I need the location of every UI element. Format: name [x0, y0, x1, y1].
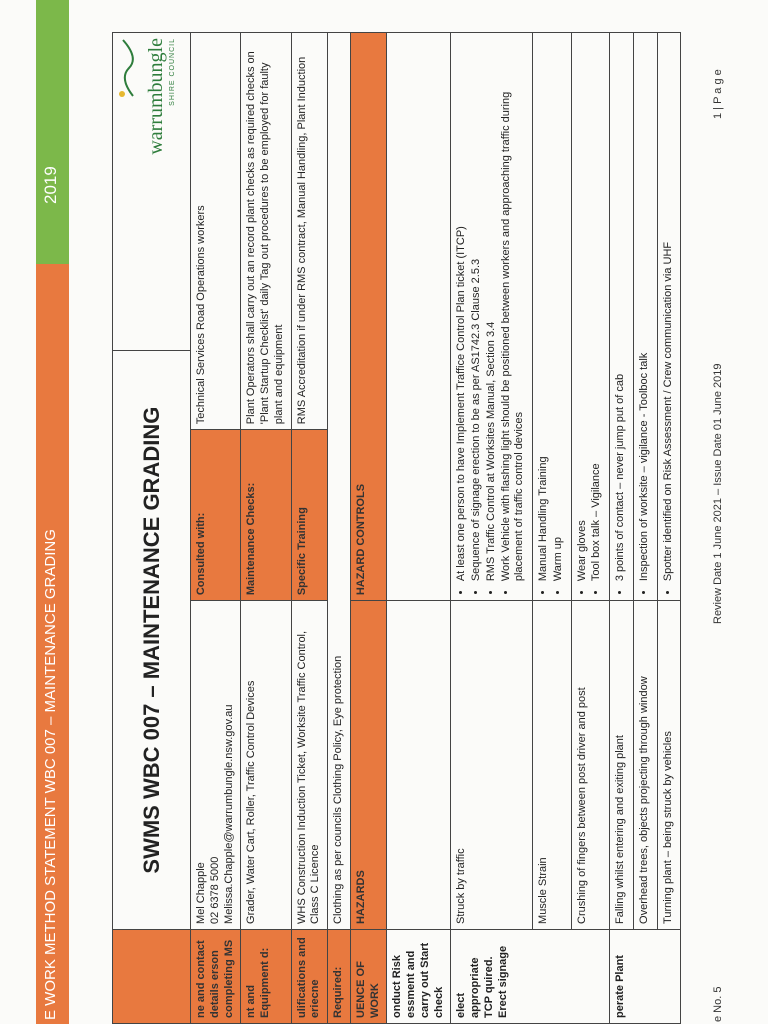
control-item: • Sequence of signage erection to be as per AS1742.3 Clause 2.5.3: [470, 38, 484, 581]
col-controls: HAZARD CONTROLS: [350, 33, 387, 601]
footer-page-number: 1 | P a g e: [712, 69, 724, 119]
banner-green: [36, 0, 69, 264]
hazard-text: Struck by traffic: [451, 601, 533, 930]
contact-name: Mel Chapple: [195, 862, 207, 924]
hazard-text: Crushing of fingers between post driver and post: [571, 601, 610, 930]
logo-swoosh-icon: [117, 38, 139, 98]
control-item: • Tool box talk – Vigilance: [590, 38, 604, 581]
title-banner: [36, 0, 69, 1024]
controls-blank: [387, 33, 451, 601]
consulted-label: Consulted with:: [191, 430, 241, 601]
qual-value: WHS Construction Induction Ticket, Worksite Traffic Control, Class C Licence: [291, 601, 328, 930]
contact-label: ne and contact details erson completing MS: [191, 929, 241, 1023]
step-risk-assessment: onduct Risk essment and carry out Start check: [387, 929, 451, 1023]
control-item: • Wear gloves: [576, 38, 590, 581]
hazard-controls: [610, 33, 634, 601]
hazard-controls: [657, 33, 681, 601]
swms-table: [112, 32, 681, 1024]
contact-email: Melissa.Chapple@warrumbungle.nsw.gov.au: [222, 704, 235, 924]
council-logo: [113, 33, 191, 351]
plant-value: Grader, Water Cart, Roller, Traffic Control Devices: [241, 601, 291, 930]
ppe-label: Required:: [328, 929, 351, 1023]
hazard-text: Turning plant – being struck by vehicles: [657, 601, 681, 930]
training-label: Specific Training: [291, 430, 328, 601]
hazard-controls: [451, 33, 533, 601]
plant-label: nt and Equipment d:: [241, 929, 291, 1023]
contact-value: [191, 601, 241, 930]
footer-dates: Review Date 1 June 2021 – Issue Date 01 June 2019: [712, 363, 724, 624]
hazard-text: Falling whilst entering and exiting plant: [610, 601, 634, 930]
banner-year: 2019: [41, 166, 60, 204]
consulted-value: Technical Services Road Operations workers: [191, 33, 241, 430]
hazard-controls: [571, 33, 610, 601]
footer-issue-no: e No. 5: [712, 986, 724, 1022]
hazard-controls: [633, 33, 657, 601]
control-item: • RMS Traffic Control at Worksites Manual, Section 3.4: [485, 38, 499, 581]
control-item: • 3 points of contact – never jump put of cab: [614, 38, 628, 581]
control-item: • Inspection of worksite – vigilance - Toolboc talk: [638, 38, 652, 581]
hazard-text: Overhead trees, objects projecting through window: [633, 601, 657, 930]
step-operate-plant: perate Plant: [610, 929, 681, 1023]
maint-value: Plant Operators shall carry out an record plant checks as required checks on 'Plant Startup Checklist' daily Tag out procedures to be employed for faulty plant and equipment: [241, 33, 291, 430]
hazard-controls: [533, 33, 572, 601]
logo-word: warrumbungle: [144, 38, 167, 155]
blank-corner: [113, 929, 191, 1023]
step-erect-signage: elect appropriate TCP quired. Erect signage: [451, 929, 610, 1023]
contact-phone: 02 6378 5000: [208, 856, 221, 924]
page-title: SWMS WBC 007 – MAINTENANCE GRADING: [113, 351, 191, 930]
hazard-blank: [387, 601, 451, 930]
banner-text: E WORK METHOD STATEMENT WBC 007 – MAINTENANCE GRADING: [42, 529, 59, 1020]
col-sequence: UENCE OF WORK: [350, 929, 387, 1023]
control-item: • Warm up: [552, 38, 566, 581]
qual-label: ulifications and eriecne: [291, 929, 328, 1023]
control-item: • At least one person to have Implement Traffice Control Plan ticket (ITCP): [455, 38, 469, 581]
maint-label: Maintenance Checks:: [241, 430, 291, 601]
ppe-value: Clothing as per councils Clothing Policy, Eye protection: [328, 33, 351, 930]
hazard-text: Muscle Strain: [533, 601, 572, 930]
control-item: • Spotter identified on Risk Assessment / Crew communication via UHF: [662, 38, 676, 581]
training-value: RMS Accreditation if under RMS contract, Manual Handling, Plant Induction: [291, 33, 328, 430]
logo-sub: SHIRE COUNCIL: [168, 38, 176, 106]
col-hazards: HAZARDS: [350, 601, 387, 930]
control-item: • Work Vehicle with flashing light should be positioned between workers and approaching traffic during placement of traffic control devices: [500, 38, 528, 581]
control-item: • Manual Handling Training: [537, 38, 551, 581]
